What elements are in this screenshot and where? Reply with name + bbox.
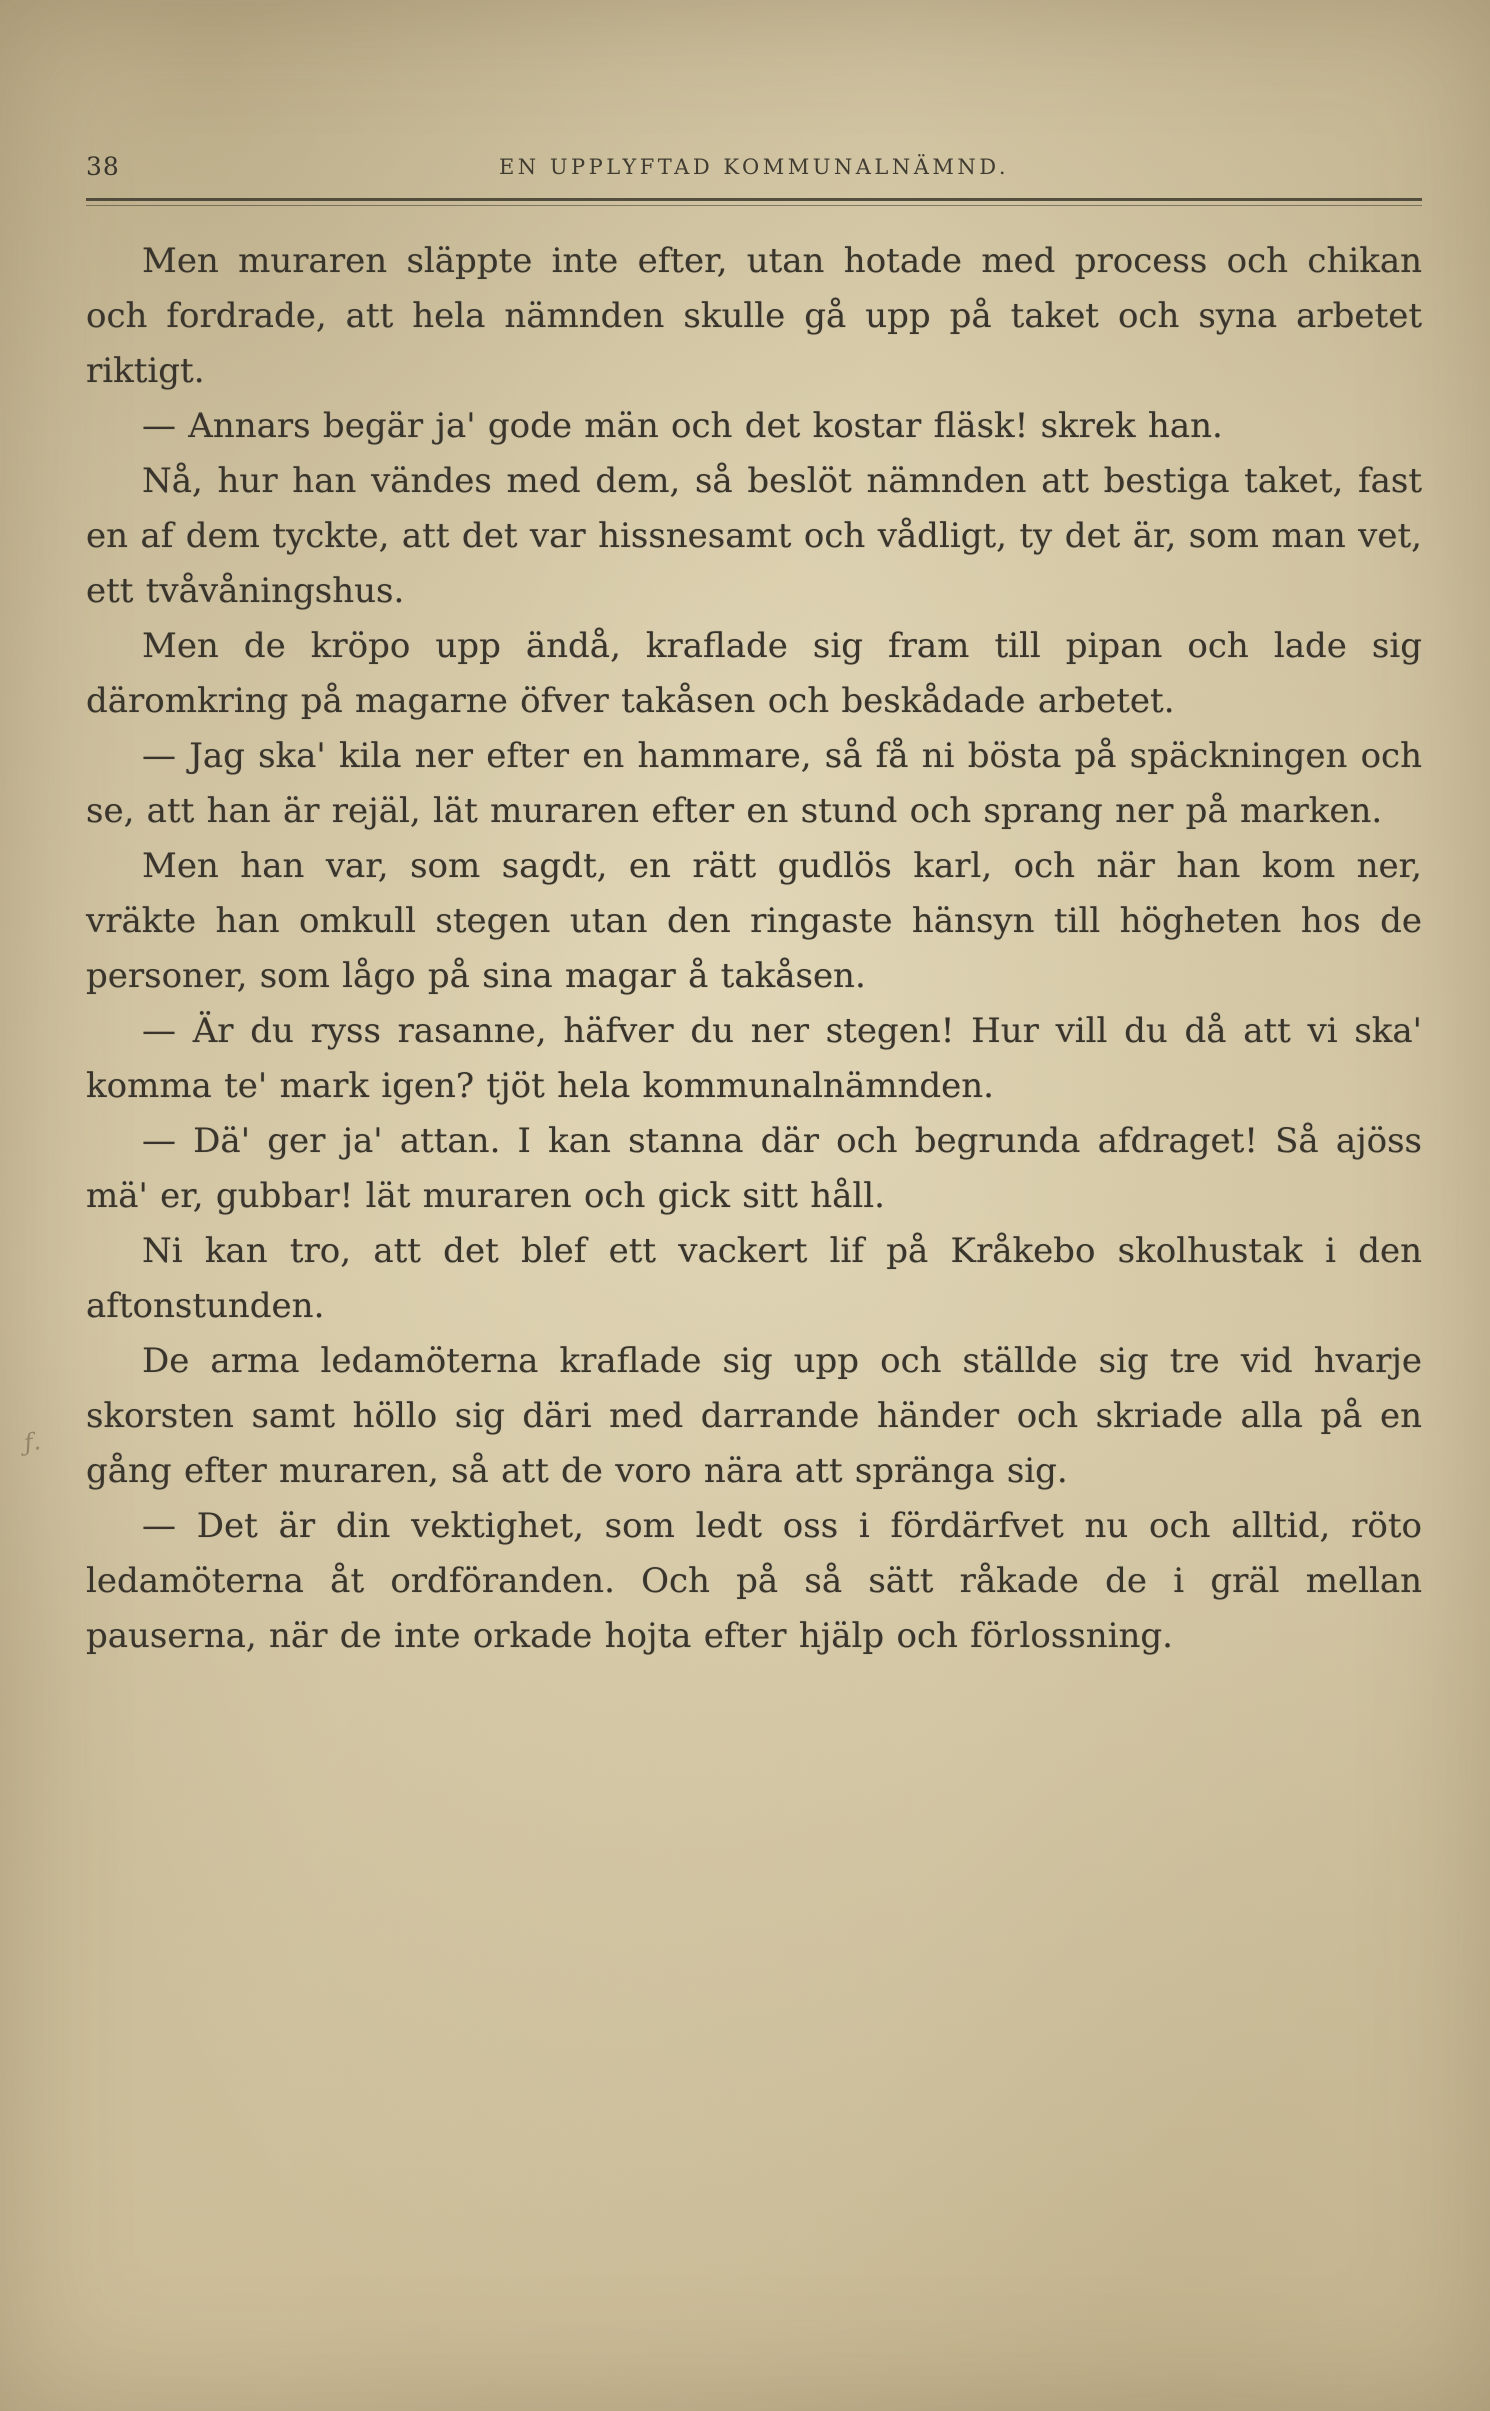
- paragraph: De arma ledamöterna kraflade sig upp och ställde sig tre vid hvarje skorsten samt höllo sig däri med darrande händer och skriade alla på en gång efter muraren, så att de voro nära att spränga sig.: [86, 1341, 1422, 1491]
- paragraph: Ni kan tro, att det blef ett vackert lif på Kråkebo skolhustak i den aftonstunden.: [86, 1231, 1422, 1326]
- pencil-margin-mark: ƒ.: [22, 1426, 43, 1458]
- paragraph: — Det är din vektighet, som ledt oss i fördärfvet nu och alltid, röto ledamöterna åt ordföranden. Och på så sätt råkade de i gräl mellan pauserna, när de inte orkade hojta efter hjälp och förlossning.: [86, 1506, 1422, 1656]
- paragraph: Men muraren släppte inte efter, utan hotade med process och chikan och fordrade, att hela nämnden skulle gå upp på taket och syna arbetet riktigt.: [86, 241, 1422, 391]
- paragraph: — Är du ryss rasanne, häfver du ner stegen! Hur vill du då att vi ska' komma te' mark igen? tjöt hela kommunalnämnden.: [86, 1011, 1422, 1106]
- paragraph: Men han var, som sagdt, en rätt gudlös karl, och när han kom ner, vräkte han omkull stegen utan den ringaste hänsyn till högheten hos de personer, som lågo på sina magar å takåsen.: [86, 846, 1422, 996]
- paragraph: — Jag ska' kila ner efter en hammare, så få ni bösta på späckningen och se, att han är rejäl, lät muraren efter en stund och sprang ner på marken.: [86, 736, 1422, 831]
- page-number: 38: [86, 152, 120, 181]
- header-rule: [86, 198, 1422, 206]
- paragraph: Men de kröpo upp ändå, kraflade sig fram till pipan och lade sig däromkring på magarne öfver takåsen och beskådade arbetet.: [86, 626, 1422, 721]
- page-content: [86, 150, 1422, 1664]
- page-header: [86, 150, 1422, 184]
- paragraph: — Dä' ger ja' attan. I kan stanna där och begrunda afdraget! Så ajöss mä' er, gubbar! lät muraren och gick sitt håll.: [86, 1121, 1422, 1216]
- text-block: [86, 234, 1422, 1664]
- running-title: EN UPPLYFTAD KOMMUNALNÄMND.: [498, 155, 1010, 179]
- paragraph: Nå, hur han vändes med dem, så beslöt nämnden att bestiga taket, fast en af dem tyckte, att det var hissnesamt och vådligt, ty det är, som man vet, ett tvåvåningshus.: [86, 461, 1422, 611]
- paragraph: — Annars begär ja' gode män och det kostar fläsk! skrek han.: [142, 406, 1223, 446]
